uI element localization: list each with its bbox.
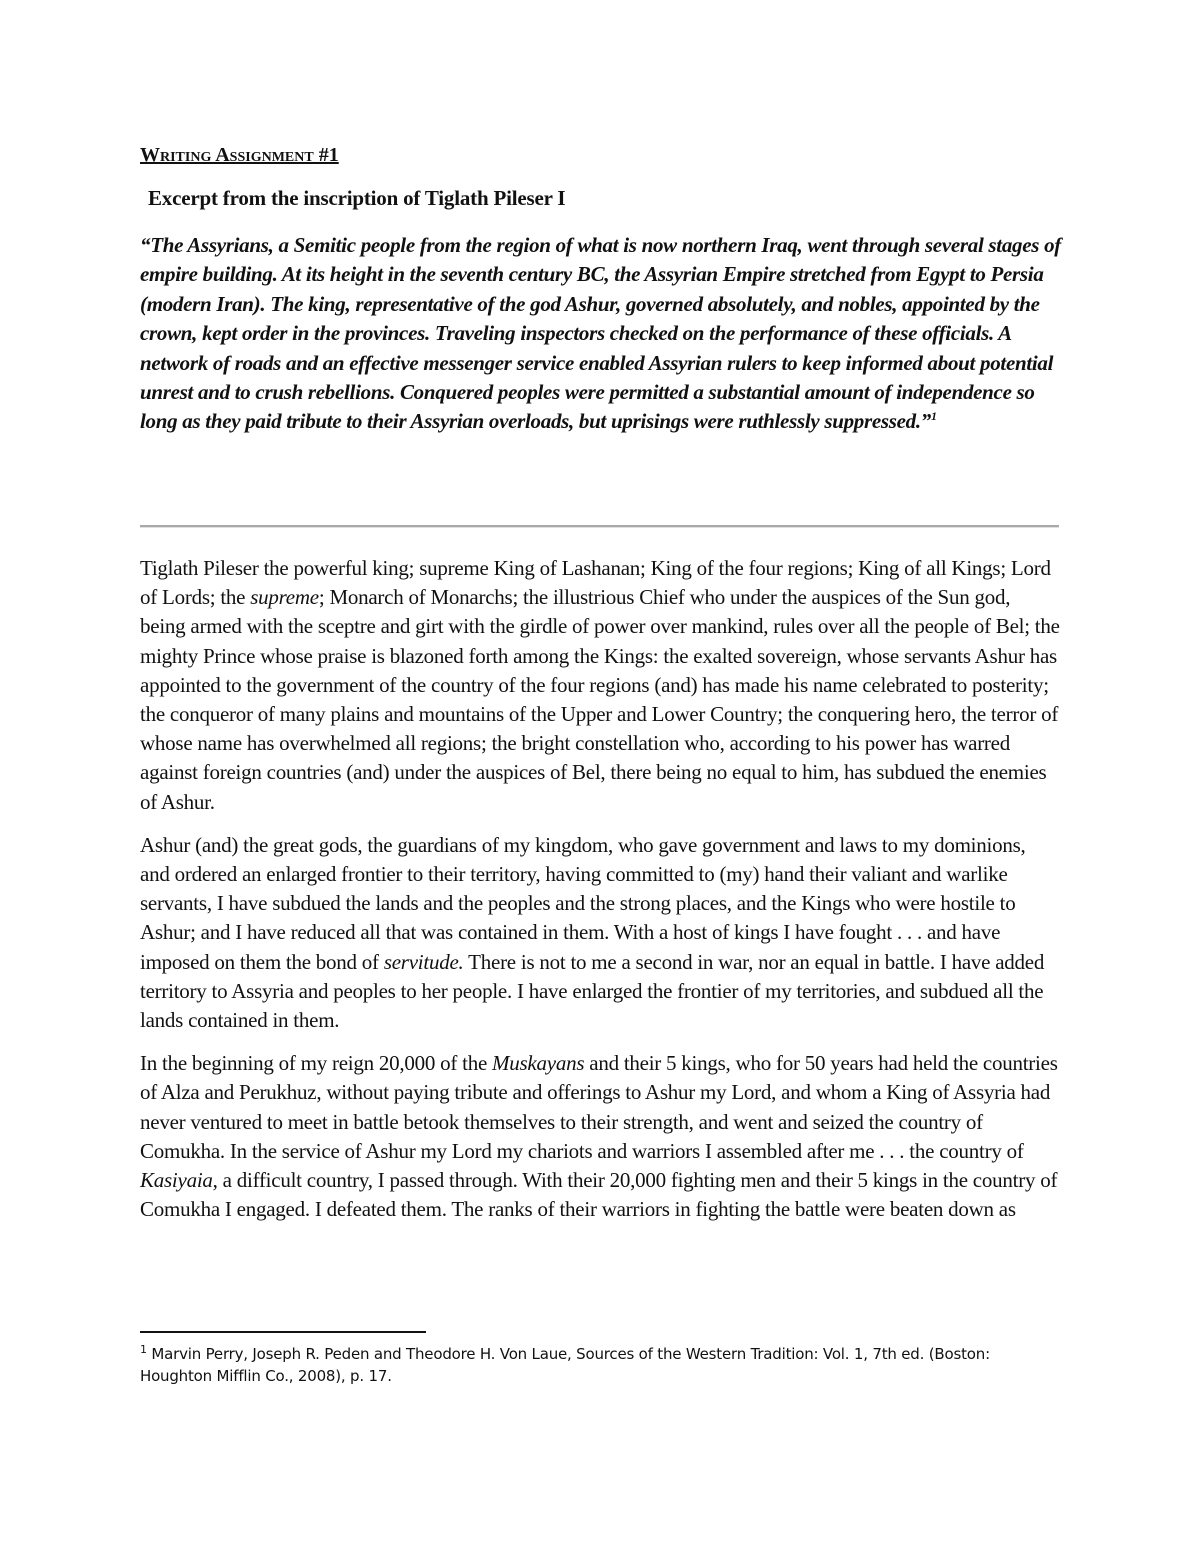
italic-term: Muskayans xyxy=(492,1051,585,1076)
italic-term: supreme xyxy=(250,585,319,610)
paragraph-text: ; Monarch of Monarchs; the illustrious Chief who under the auspices of the Sun god, being armed with the sceptre and girt with the girdle of power over mankind, rules over all the people of Bel; the mighty Prince whose praise is blazoned forth among the Kings: the exalted sovereign, whose servants Ashur has appointed to the government of the country of the four regions (and) has made his name celebrated to posterity; the conqueror of many plains and mountains of the Upper and Lower Country; the conquering hero, the terror of whose name has overwhelmed all regions; the bright constellation who, according to his power has warred against foreign countries (and) under the auspices of Bel, there being no equal to him, has subdued the enemies of Ashur. xyxy=(140,585,1060,814)
paragraph-2 xyxy=(140,831,1060,1035)
footnote-reference[interactable]: 1 xyxy=(931,409,937,424)
paragraph-text: In the beginning of my reign 20,000 of the xyxy=(140,1051,493,1076)
assignment-heading: Writing Assignment #1 xyxy=(140,144,339,166)
paragraph-text: and their 5 kings, who for 50 years had held the countries of Alza and Perukhuz, without paying tribute and offerings to Ashur my Lord, and whom a King of Assyria had never ventured to meet in battle betook themselves to their strength, and went and seized the country of Comukha. In the service of Ashur my Lord my chariots and warriors I assembled after me . . . the country of xyxy=(140,1051,1058,1163)
intro-quote xyxy=(140,231,1062,437)
footnote-separator xyxy=(140,1331,426,1333)
footnote xyxy=(140,1343,1060,1387)
intro-quote-text: “The Assyrians, a Semitic people from the region of what is now northern Iraq, went through several stages of empire building. At its height in the seventh century BC, the Assyrian Empire stretched from Egypt to Persia (modern Iran). The king, representative of the god Ashur, governed absolutely, and nobles, appointed by the crown, kept order in the provinces. Traveling inspectors checked on the performance of these officials. A network of roads and an effective messenger service enabled Assyrian rulers to keep informed about potential unrest and to crush rebellions. Conquered peoples were permitted a substantial amount of independence so long as they paid tribute to their Assyrian overloads, but uprisings were ruthlessly suppressed.” xyxy=(140,233,1061,434)
section-divider xyxy=(140,525,1059,528)
paragraph-text: Tiglath Pileser the powerful king; supreme King of Lashanan; King of the four regions; King of all Kings; Lord of Lords; the xyxy=(140,556,1051,610)
paragraph-3 xyxy=(140,1049,1060,1224)
paragraph-text: There is not to me a second in war, nor an equal in battle. I have added territory to Assyria and peoples to her people. I have enlarged the frontier of my territories, and subdued all the lands contained in them. xyxy=(140,949,1045,1033)
paragraph-1 xyxy=(140,554,1060,817)
paragraph-text: , a difficult country, I passed through. With their 20,000 fighting men and their 5 kings in the country of Comukha I engaged. I defeated them. The ranks of their warriors in fighting the battle were beaten down as xyxy=(140,1168,1058,1222)
footnote-number: 1 xyxy=(140,1343,147,1356)
italic-term: Kasiyaia xyxy=(140,1168,213,1193)
italic-term: servitude. xyxy=(383,949,464,974)
footnote-citation: Marvin Perry, Joseph R. Peden and Theodore H. Von Laue, Sources of the Western Tradition: Vol. 1, 7th ed. (Boston: Houghton Mifflin Co., 2008), p. 17. xyxy=(140,1345,990,1385)
excerpt-title: Excerpt from the inscription of Tiglath Pileser I xyxy=(148,186,566,210)
inscription-body xyxy=(140,554,1060,1238)
paragraph-text: Ashur (and) the great gods, the guardians of my kingdom, who gave government and laws to my dominions, and ordered an enlarged frontier to their territory, having committed to (my) hand their valiant and warlike servants, I have subdued the lands and the peoples and the strong places, and the Kings who were hostile to Ashur; and I have reduced all that was contained in them. With a host of kings I have fought . . . and have imposed on them the bond of xyxy=(140,832,1026,974)
